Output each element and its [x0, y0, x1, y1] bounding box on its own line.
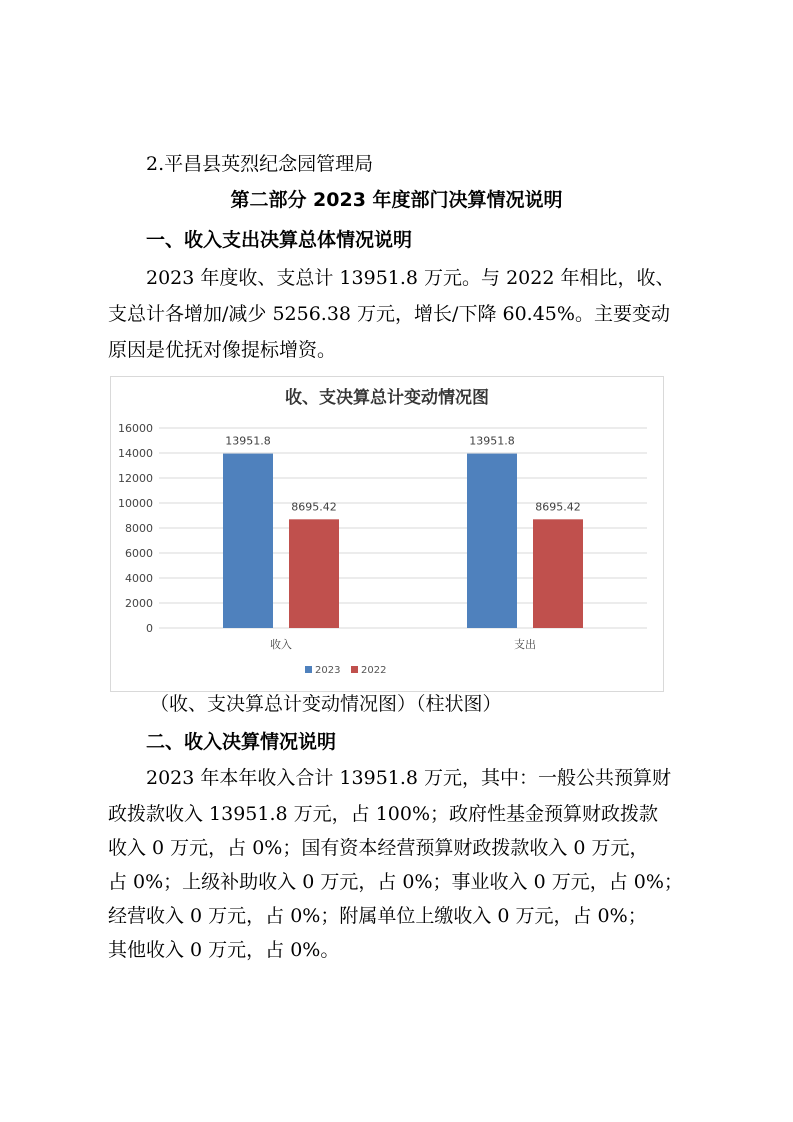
section2-title: 二、收入决算情况说明: [146, 731, 337, 753]
part-title: 第二部分 2023 年度部门决算情况说明: [230, 189, 563, 211]
section1-line-2: 支总计各增加/减少 5256.38 万元，增长/下降 60.45%。主要变动: [108, 303, 670, 325]
x-tick-label: 收入: [270, 638, 292, 651]
bar-2023-1: [467, 454, 517, 628]
y-tick-label: 6000: [125, 547, 153, 560]
bar-2023-0: [223, 454, 273, 628]
legend-swatch-2022: [351, 666, 358, 673]
legend-swatch-2023: [305, 666, 312, 673]
data-label: 13951.8: [469, 434, 515, 448]
section1-line-1: 2023 年度收、支总计 13951.8 万元。与 2022 年相比，收、: [146, 267, 675, 289]
data-label: 8695.42: [535, 500, 581, 514]
y-tick-label: 10000: [118, 497, 153, 510]
section2-line-5: 经营收入 0 万元，占 0%；附属单位上缴收入 0 万元，占 0%；: [108, 905, 647, 927]
legend-label-2023: 2023: [315, 665, 341, 676]
y-tick-label: 14000: [118, 447, 153, 460]
section2-line-3: 收入 0 万元，占 0%；国有资本经营预算财政拨款收入 0 万元，: [108, 837, 649, 859]
data-label: 13951.8: [225, 434, 271, 448]
section1-line-3: 原因是优抚对像提标增资。: [108, 339, 337, 361]
section2-line-4: 占 0%；上级补助收入 0 万元，占 0%；事业收入 0 万元，占 0%；: [108, 871, 683, 893]
bar-chart: [111, 377, 663, 691]
y-tick-label: 16000: [118, 422, 153, 435]
x-tick-label: 支出: [514, 638, 536, 651]
y-tick-label: 0: [146, 622, 153, 635]
legend-label-2022: 2022: [361, 665, 387, 676]
y-tick-label: 8000: [125, 522, 153, 535]
y-tick-label: 2000: [125, 597, 153, 610]
chart-caption: （收、支决算总计变动情况图）（柱状图）: [150, 693, 502, 715]
data-label: 8695.42: [291, 500, 337, 514]
y-tick-label: 12000: [118, 472, 153, 485]
bar-2022-1: [533, 519, 583, 628]
section2-line-6: 其他收入 0 万元，占 0%。: [108, 939, 340, 961]
section2-line-1: 2023 年本年收入合计 13951.8 万元，其中：一般公共预算财: [146, 767, 672, 789]
y-tick-label: 4000: [125, 572, 153, 585]
chart-title: 收、支决算总计变动情况图: [285, 388, 489, 408]
org-heading: 2.平昌县英烈纪念园管理局: [146, 153, 374, 175]
section1-title: 一、收入支出决算总体情况说明: [146, 229, 413, 251]
section2-line-2: 政拨款收入 13951.8 万元，占 100%；政府性基金预算财政拨款: [108, 803, 659, 825]
bar-2022-0: [289, 519, 339, 628]
chart-container: [110, 376, 664, 692]
